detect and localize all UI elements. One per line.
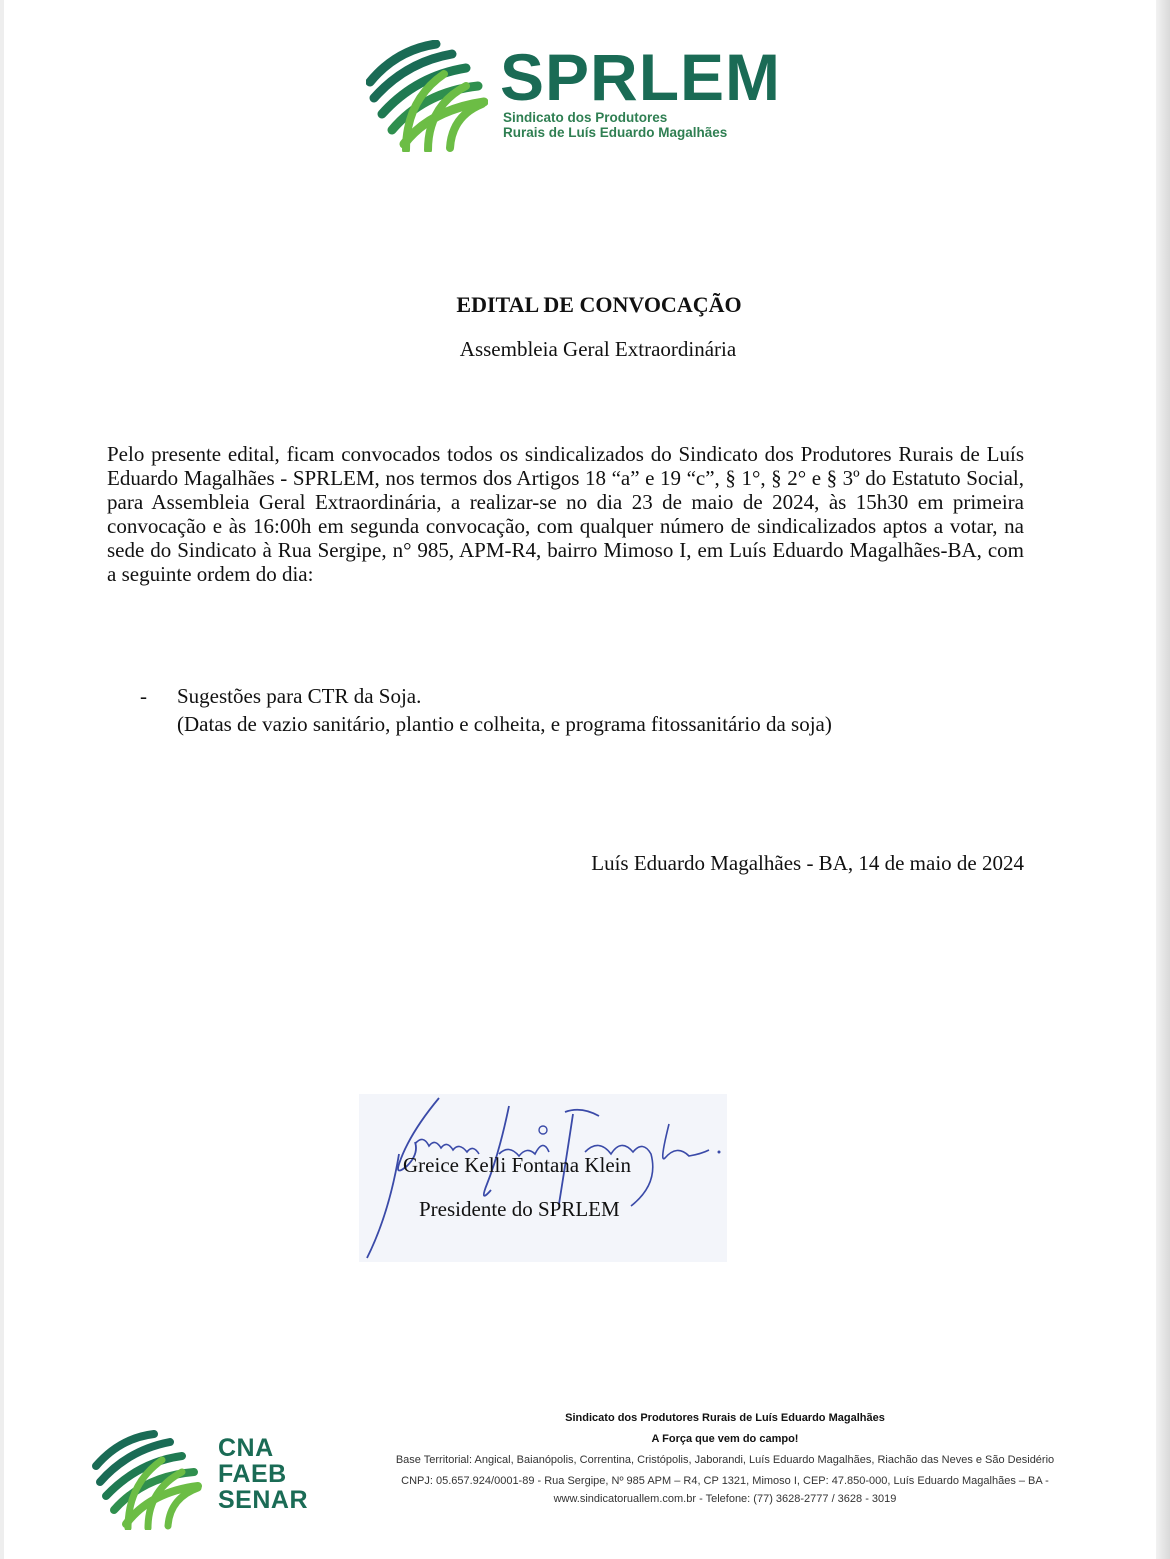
footer-org-name: Sindicato dos Produtores Rurais de Luís Eduardo Magalhães — [565, 1412, 885, 1424]
logo-subtitle — [503, 110, 727, 140]
signer-role: Presidente do SPRLEM — [419, 1197, 620, 1221]
page-edge-right — [1156, 0, 1170, 1559]
document-title: EDITAL DE CONVOCAÇÃO — [456, 292, 742, 317]
document-body: Pelo presente edital, ficam convocados todos os sindicalizados do Sindicato dos Produtores Rurais de Luís Eduardo Magalhães - SPRLEM, nos termos dos Artigos 18 “a” e 19 “c”, § 1°, § 2° e § 3º do Estatuto Social, para Assembleia Geral Extraordinária, a realizar-se no dia 23 de maio de 2024, às 15h30 em primeira convocação e às 16:00h em segunda convocação, com qualquer número de sindicalizados aptos a votar, na sede do Sindicato à Rua Sergipe, n° 985, APM-R4, bairro Mimoso I, em Luís Eduardo Magalhães-BA, com a seguinte ordem do dia: — [107, 442, 1024, 586]
field-rows-logo-icon — [92, 1430, 202, 1530]
signer-name: Greice Kelli Fontana Klein — [403, 1153, 632, 1177]
cna-faeb-senar-logo — [92, 1430, 322, 1530]
footer-territory: Base Territorial: Angical, Baianópolis, Correntina, Cristópolis, Jaborandi, Luís Eduardo Magalhães, Riachão das Neves e São Desidério — [395, 1454, 1055, 1466]
place-date: Luís Eduardo Magalhães - BA, 14 de maio de 2024 — [591, 851, 1024, 875]
document-subtitle: Assembleia Geral Extraordinária — [459, 337, 737, 361]
page-edge-left — [0, 0, 4, 1559]
agenda-item-detail: (Datas de vazio sanitário, plantio e colheita, e programa fitossanitário da soja) — [177, 712, 832, 736]
field-rows-logo-icon — [366, 40, 488, 152]
sprlem-logo — [366, 40, 786, 155]
agenda-bullet: - — [140, 684, 147, 708]
footer-contact-line2: www.sindicatoruallem.com.br - Telefone: (77) 3628-2777 / 3628 - 3019 — [553, 1493, 897, 1505]
footer-logo-line-senar: SENAR — [218, 1486, 309, 1514]
footer-contact-line1: CNPJ: 05.657.924/0001-89 - Rua Sergipe, Nº 985 APM – R4, CP 1321, Mimoso I, CEP: 47.850-000, Luís Eduardo Magalhães – BA - — [401, 1475, 1049, 1487]
agenda-item: Sugestões para CTR da Soja. — [177, 684, 422, 708]
footer-slogan: A Força que vem do campo! — [651, 1433, 799, 1445]
footer-logo-line-cna: CNA — [218, 1434, 274, 1462]
handwritten-signature-icon — [359, 1094, 727, 1262]
footer-logo-line-faeb: FAEB — [218, 1460, 287, 1488]
logo-name: SPRLEM — [500, 40, 782, 114]
logo-subtitle-line1: Sindicato dos Produtores — [503, 110, 668, 125]
footer-logo-text — [218, 1435, 308, 1513]
signature-image — [359, 1094, 727, 1262]
logo-subtitle-line2: Rurais de Luís Eduardo Magalhães — [503, 125, 728, 140]
footer-info — [350, 1408, 1100, 1506]
